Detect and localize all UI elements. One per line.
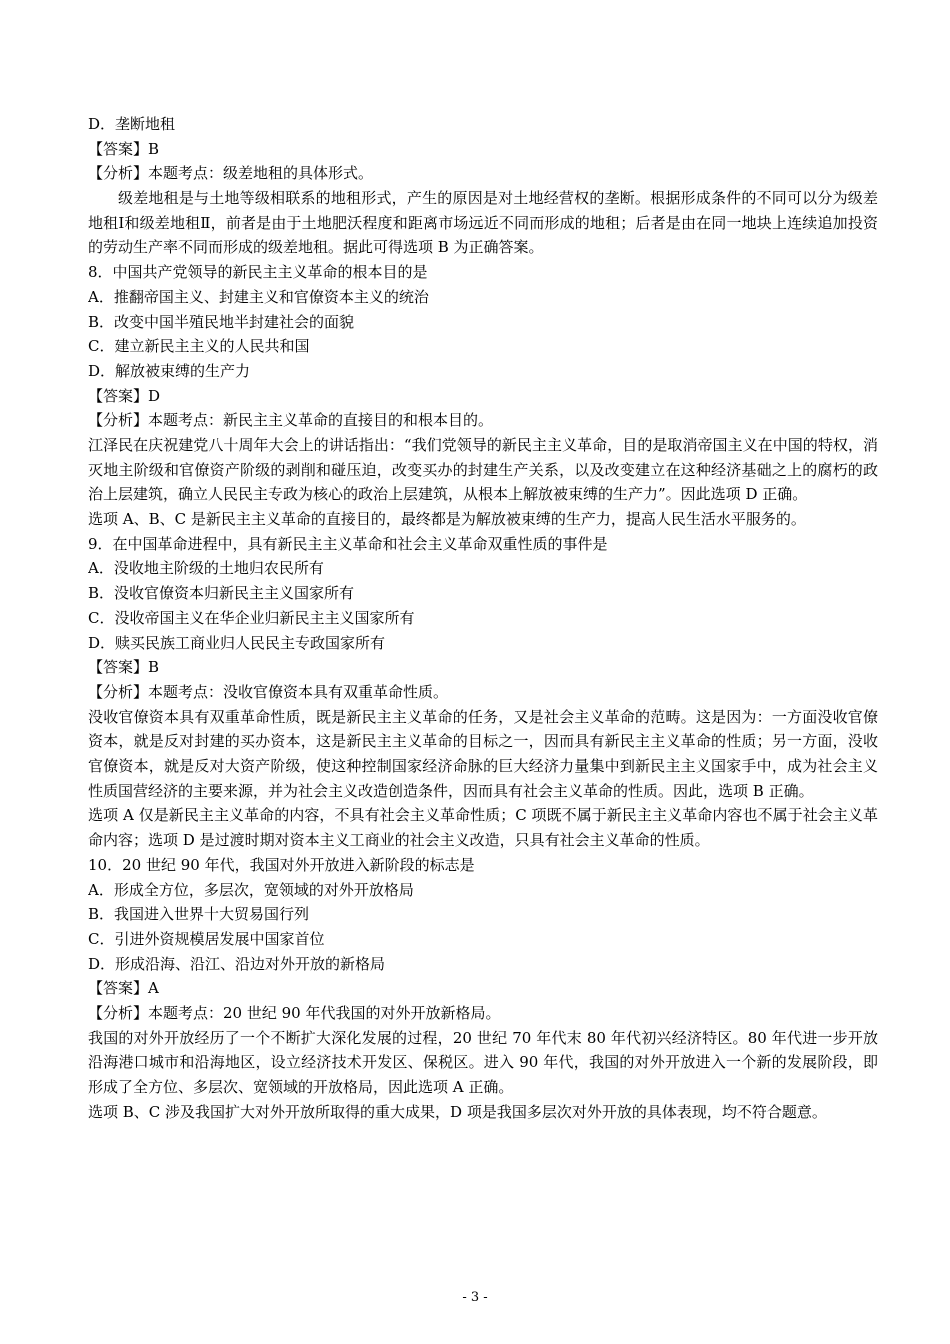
page-number: - 3 - — [462, 1290, 488, 1305]
q10-analysis-paragraph-1: 我国的对外开放经历了一个不断扩大深化发展的过程，20 世纪 70 年代末 80 年代初兴经济特区。80 年代进一步开放沿海港口城市和沿海地区，设立经济技术开发区、保税区。进入 90 年代，我国的对外开放进入一个新的发展阶段，即形成了全方位、多层次、宽领域的开放格局，因此选项 A 正确。 — [88, 1028, 878, 1097]
q7-analysis-title: 【分析】本题考点：级差地租的具体形式。 — [88, 164, 374, 183]
q10-option-c: C．引进外资规模居发展中国家首位 — [88, 929, 325, 948]
q10-question: 10．20 世纪 90 年代，我国对外开放进入新阶段的标志是 — [88, 855, 475, 874]
q9-option-b: B．没收官僚资本归新民主主义国家所有 — [88, 584, 355, 603]
q8-analysis-paragraph-1: 江泽民在庆祝建党八十周年大会上的讲话指出：“我们党领导的新民主主义革命，目的是取消帝国主义在中国的特权，消灭地主阶级和官僚资产阶级的剥削和碰压迫，改变买办的封建生产关系，以及改变建立在这种经济基础之上的腐朽的政治上层建筑，确立人民民主专政为核心的政治上层建筑，从根本上解放被束缚的生产力”。因此选项 D 正确。 — [88, 435, 878, 504]
q9-analysis-paragraph-1: 没收官僚资本具有双重革命性质，既是新民主主义革命的任务，又是社会主义革命的范畴。这是因为：一方面没收官僚资本，就是反对封建的买办资本，这是新民主主义革命的目标之一，因而具有新民主主义革命的性质；另一方面，没收官僚资本，就是反对大资产阶级，使这种控制国家经济命脉的巨大经济力量集中到新民主主义国家手中，成为社会主义性质国营经济的主要来源，并为社会主义改造创造条件，因而具有社会主义革命的性质。因此，选项 B 正确。 — [88, 707, 878, 800]
q9-question: 9．在中国革命进程中，具有新民主主义革命和社会主义革命双重性质的事件是 — [88, 534, 608, 553]
q9-analysis-paragraph-2: 选项 A 仅是新民主主义革命的内容，不具有社会主义革命性质；C 项既不属于新民主主义革命内容也不属于社会主义革命内容；选项 D 是过渡时期对资本主义工商业的社会主义改造，只具有社会主义革命的性质。 — [88, 806, 878, 850]
q8-option-a: A．推翻帝国主义、封建主义和官僚资本主义的统治 — [88, 287, 429, 306]
q10-analysis-title: 【分析】本题考点：20 世纪 90 年代我国的对外开放新格局。 — [88, 1003, 501, 1022]
q7-analysis-body: 级差地租是与土地等级相联系的地租形式，产生的原因是对土地经营权的垄断。根据形成条件的不同可以分为级差地租Ⅰ和级差地租Ⅱ，前者是由于土地肥沃程度和距离市场远近不同而形成的地租；后者是由在同一地块上连续追加投资的劳动生产率不同而形成的级差地租。据此可得选项 B 为正确答案。 — [88, 189, 878, 257]
q9-option-c: C．没收帝国主义在华企业归新民主主义国家所有 — [88, 608, 415, 627]
q8-option-c: C．建立新民主主义的人民共和国 — [88, 337, 310, 356]
q7-answer: 【答案】B — [88, 139, 160, 158]
q10-option-d: D．形成沿海、沿江、沿边对外开放的新格局 — [88, 954, 386, 973]
q8-option-b: B．改变中国半殖民地半封建社会的面貌 — [88, 312, 355, 331]
q8-answer: 【答案】D — [88, 386, 161, 405]
q8-analysis-title: 【分析】本题考点：新民主主义革命的直接目的和根本目的。 — [88, 411, 494, 430]
q9-option-d: D．赎买民族工商业归人民民主专政国家所有 — [88, 633, 386, 652]
q10-analysis-paragraph-2: 选项 B、C 涉及我国扩大对外开放所取得的重大成果，D 项是我国多层次对外开放的具体表现，均不符合题意。 — [88, 1102, 827, 1121]
q10-option-b: B．我国进入世界十大贸易国行列 — [88, 905, 310, 924]
document-page — [88, 112, 878, 1124]
q8-question: 8．中国共产党领导的新民主主义革命的根本目的是 — [88, 263, 428, 282]
q9-answer: 【答案】B — [88, 658, 160, 677]
q10-answer: 【答案】A — [88, 979, 159, 998]
q9-analysis-title: 【分析】本题考点：没收官僚资本具有双重革命性质。 — [88, 682, 449, 701]
q7-option-d: D．垄断地租 — [88, 115, 176, 133]
q8-analysis-paragraph-2: 选项 A、B、C 是新民主主义革命的直接目的，最终都是为解放被束缚的生产力，提高人民生活水平服务的。 — [88, 510, 806, 529]
q9-option-a: A．没收地主阶级的土地归农民所有 — [88, 559, 324, 578]
q8-option-d: D．解放被束缚的生产力 — [88, 361, 251, 380]
q10-option-a: A．形成全方位，多层次，宽领域的对外开放格局 — [88, 880, 414, 899]
